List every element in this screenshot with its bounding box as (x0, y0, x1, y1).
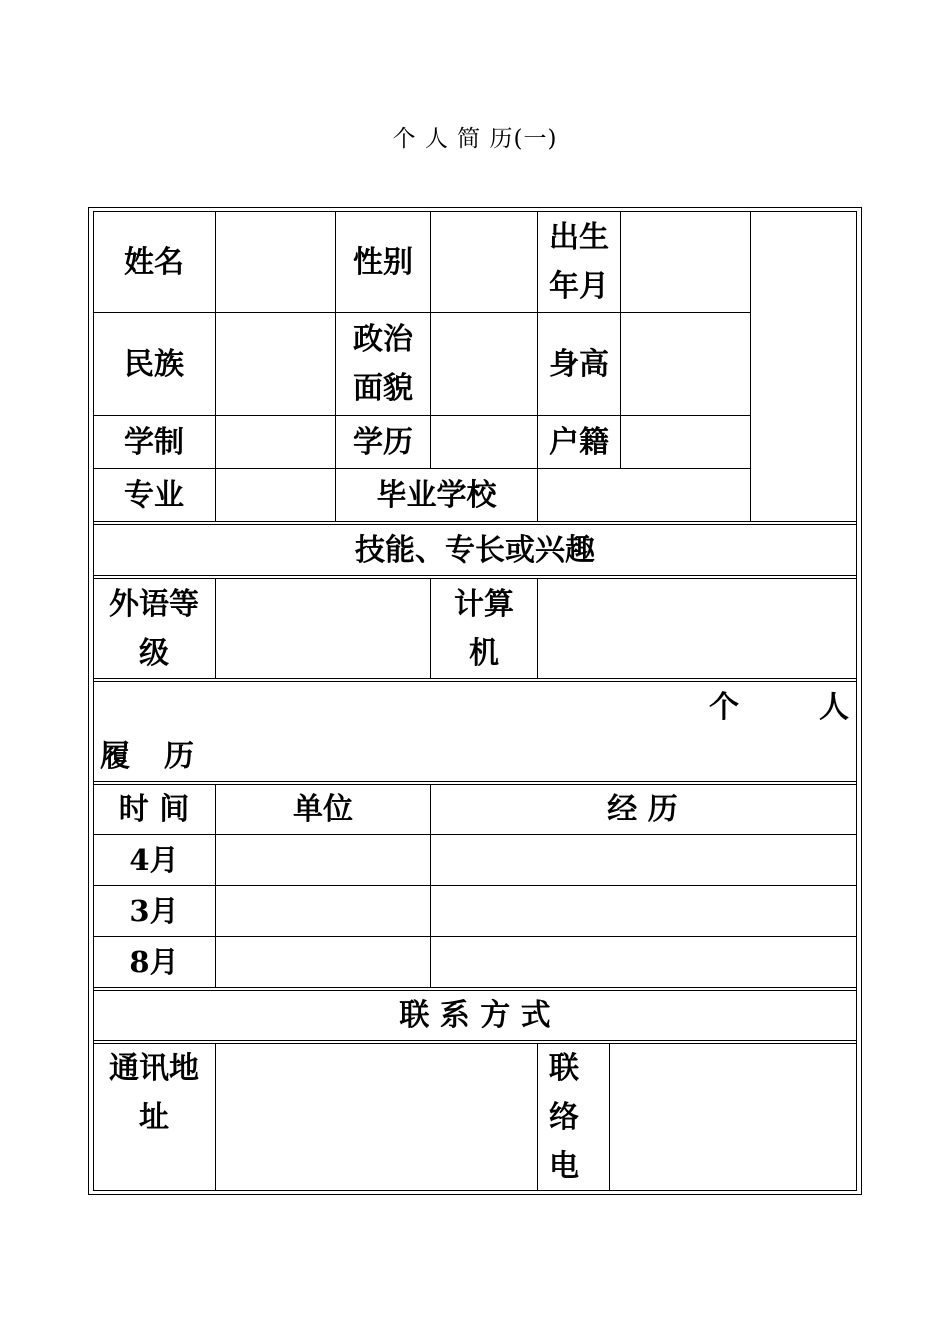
document-title: 个 人 简 历(一) (392, 126, 558, 152)
history-title-char-4: 历 (164, 738, 194, 774)
history-row-2-time: 3月 (129, 893, 179, 928)
history-row-1-unit-cell[interactable] (216, 835, 430, 885)
school-label: 毕业学校 (376, 477, 497, 513)
history-row-2-unit-cell[interactable] (216, 886, 430, 936)
language-label (93, 579, 215, 678)
politics-label (336, 313, 430, 415)
section-divider (93, 575, 857, 576)
height-label: 身高 (549, 346, 609, 382)
section-divider (93, 987, 857, 988)
household-label: 户籍 (549, 424, 609, 460)
language-label-line-1: 外语等 (109, 586, 199, 622)
history-col-experience: 经 历 (607, 792, 678, 827)
name-value-cell[interactable] (216, 212, 335, 312)
history-col-time: 时 间 (118, 792, 190, 827)
language-value-cell[interactable] (216, 579, 430, 678)
gender-label: 性别 (353, 244, 413, 280)
degree-label: 学历 (353, 424, 413, 460)
ethnicity-value-cell[interactable] (216, 313, 335, 415)
address-label-line-2: 址 (139, 1100, 169, 1135)
computer-label-line-2: 机 (469, 635, 499, 671)
major-label: 专业 (124, 477, 184, 513)
politics-label-line-1: 政治 (353, 322, 413, 357)
ethnicity-label: 民族 (124, 346, 184, 382)
school-value-cell[interactable] (538, 469, 750, 521)
history-row-3-time: 8月 (129, 944, 179, 979)
history-col-unit: 单位 (293, 792, 353, 827)
schooling-label: 学制 (124, 424, 184, 460)
address-label (93, 1044, 215, 1154)
major-value-cell[interactable] (216, 469, 335, 521)
computer-label-line-1: 计算 (454, 586, 514, 622)
section-divider (93, 781, 857, 782)
resume-table (88, 207, 862, 1195)
skills-section-title: 技能、专长或兴趣 (355, 532, 595, 568)
address-label-line-1: 通讯地 (109, 1051, 199, 1086)
phone-label-line-2: 络 (549, 1100, 579, 1135)
birth-label (538, 212, 620, 312)
birth-value-cell[interactable] (621, 212, 750, 312)
politics-value-cell[interactable] (431, 313, 537, 415)
history-row-1-time: 4月 (129, 842, 179, 877)
address-value-cell[interactable] (216, 1044, 537, 1192)
computer-value-cell[interactable] (538, 579, 854, 678)
name-label: 姓名 (124, 244, 184, 280)
birth-label-line-1: 出生 (549, 220, 609, 255)
phone-label-line-1: 联 (549, 1051, 579, 1086)
section-divider (93, 521, 857, 522)
politics-label-line-2: 面貌 (353, 371, 413, 406)
gender-value-cell[interactable] (431, 212, 537, 312)
birth-label-line-2: 年月 (549, 269, 609, 304)
section-divider (93, 1040, 857, 1041)
phone-value-cell[interactable] (610, 1044, 854, 1192)
contact-section-title: 联 系 方 式 (399, 998, 551, 1033)
history-title-char-2: 人 (819, 689, 849, 725)
phone-label (538, 1044, 590, 1192)
language-label-line-2: 级 (139, 635, 169, 671)
history-title-char-1: 个 (709, 689, 739, 725)
photo-cell[interactable] (751, 212, 854, 521)
history-row-1-experience-cell[interactable] (431, 835, 854, 885)
history-title-char-3: 履 (100, 738, 130, 774)
history-row-3-experience-cell[interactable] (431, 937, 854, 987)
schooling-value-cell[interactable] (216, 416, 335, 468)
degree-value-cell[interactable] (431, 416, 537, 468)
computer-label (431, 579, 537, 678)
history-row-3-unit-cell[interactable] (216, 937, 430, 987)
phone-label-line-3: 电 (549, 1149, 579, 1184)
household-value-cell[interactable] (621, 416, 750, 468)
height-value-cell[interactable] (621, 313, 750, 415)
history-row-2-experience-cell[interactable] (431, 886, 854, 936)
section-divider (93, 678, 857, 679)
